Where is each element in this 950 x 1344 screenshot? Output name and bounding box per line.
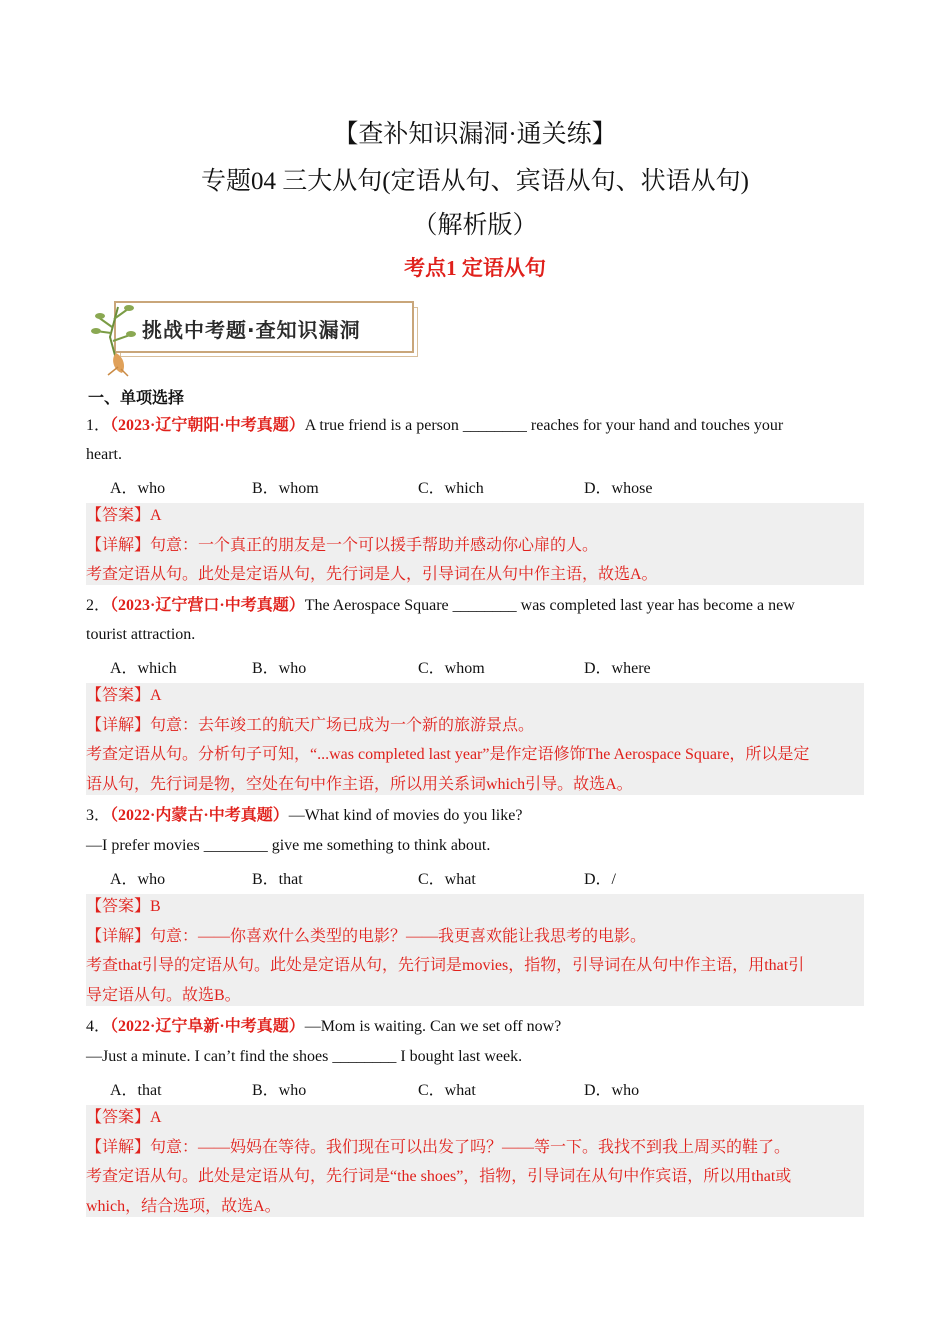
analysis-line: which，结合选项，故选A。	[86, 1198, 281, 1215]
option-a: A．who	[110, 871, 166, 888]
option-c: C．which	[418, 480, 484, 497]
analysis-line: 【详解】句意：——你喜欢什么类型的电影？——我更喜欢能让我思考的电影。	[86, 928, 647, 945]
analysis-line: 语从句，先行词是物，空处在句中作主语，所以用关系词which引导。故选A。	[86, 776, 633, 793]
analysis-line: 考查定语从句。分析句子可知，“...was completed last year”是作定语修饰The Aerospace Square，所以是定	[86, 746, 810, 763]
question-stem: —Just a minute. I can’t find the shoes ________ I bought last week.	[86, 1048, 523, 1065]
question-source: （2023·辽宁朝阳·中考真题）	[110, 417, 305, 434]
point-heading: 考点1 定语从句	[404, 256, 546, 280]
question-stem: —Mom is waiting. Can we set off now?	[304, 1018, 562, 1035]
version-label: （解析版）	[412, 212, 538, 239]
answer-block	[86, 503, 864, 585]
analysis-line: 导定语从句。故选B。	[86, 987, 241, 1004]
answer: 【答案】B	[86, 898, 161, 915]
answer: 【答案】A	[86, 1109, 162, 1126]
option-c: C．what	[418, 871, 476, 888]
question-stem: A true friend is a person ________ reaches for your hand and touches your	[304, 417, 784, 434]
option-a: A．that	[110, 1082, 162, 1099]
section-banner	[88, 297, 418, 373]
answer-block	[86, 894, 864, 1006]
question-number: 3．	[86, 807, 111, 824]
question-number: 4．	[86, 1018, 111, 1035]
section-title: 一、单项选择	[88, 390, 185, 407]
analysis-line: 考查定语从句。此处是定语从句，先行词是人，引导词在从句中作主语，故选A。	[86, 566, 658, 583]
question-source: （2022·辽宁阜新·中考真题）	[110, 1018, 305, 1035]
analysis-line: 【详解】句意：——妈妈在等待。我们现在可以出发了吗？——等一下。我找不到我上周买的鞋了。	[86, 1139, 791, 1156]
option-b: B．that	[252, 871, 303, 888]
option-a: A．which	[110, 660, 177, 677]
question-stem: tourist attraction.	[86, 626, 196, 643]
question-stem: The Aerospace Square ________ was completed last year has become a new	[304, 597, 795, 614]
option-d: D．/	[584, 871, 617, 888]
question-number: 2．	[86, 597, 111, 614]
option-c: C．whom	[418, 660, 485, 677]
banner-label: 挑战中考题·查知识漏洞	[142, 318, 361, 342]
topic-title: 专题04 三大从句(定语从句、宾语从句、状语从句)	[201, 168, 749, 195]
analysis-line: 【详解】句意：一个真正的朋友是一个可以援手帮助并感动你心扉的人。	[86, 537, 599, 554]
option-c: C．what	[418, 1082, 476, 1099]
question-number: 1．	[86, 417, 111, 434]
question-stem: —What kind of movies do you like?	[288, 807, 523, 824]
answer: 【答案】A	[86, 507, 162, 524]
option-a: A．who	[110, 480, 166, 497]
series-title: 【查补知识漏洞·通关练】	[333, 121, 617, 148]
question-stem: —I prefer movies ________ give me something to think about.	[86, 837, 491, 854]
answer-block	[86, 683, 864, 795]
option-b: B．who	[252, 660, 307, 677]
option-b: B．whom	[252, 480, 319, 497]
analysis-line: 考查定语从句。此处是定语从句，先行词是“the shoes”，指物，引导词在从句中作宾语，所以用that或	[86, 1168, 792, 1185]
answer-block	[86, 1105, 864, 1217]
ginseng-plant-icon	[88, 297, 148, 377]
question-stem: heart.	[86, 446, 122, 463]
answer: 【答案】A	[86, 687, 162, 704]
question-source: （2022·内蒙古·中考真题）	[110, 807, 289, 824]
option-d: D．who	[584, 1082, 640, 1099]
question-source: （2023·辽宁营口·中考真题）	[110, 597, 305, 614]
option-d: D．where	[584, 660, 651, 677]
analysis-line: 【详解】句意：去年竣工的航天广场已成为一个新的旅游景点。	[86, 717, 535, 734]
option-d: D．whose	[584, 480, 653, 497]
analysis-line: 考查that引导的定语从句。此处是定语从句，先行词是movies，指物，引导词在从句中作主语，用that引	[86, 957, 805, 974]
option-b: B．who	[252, 1082, 307, 1099]
